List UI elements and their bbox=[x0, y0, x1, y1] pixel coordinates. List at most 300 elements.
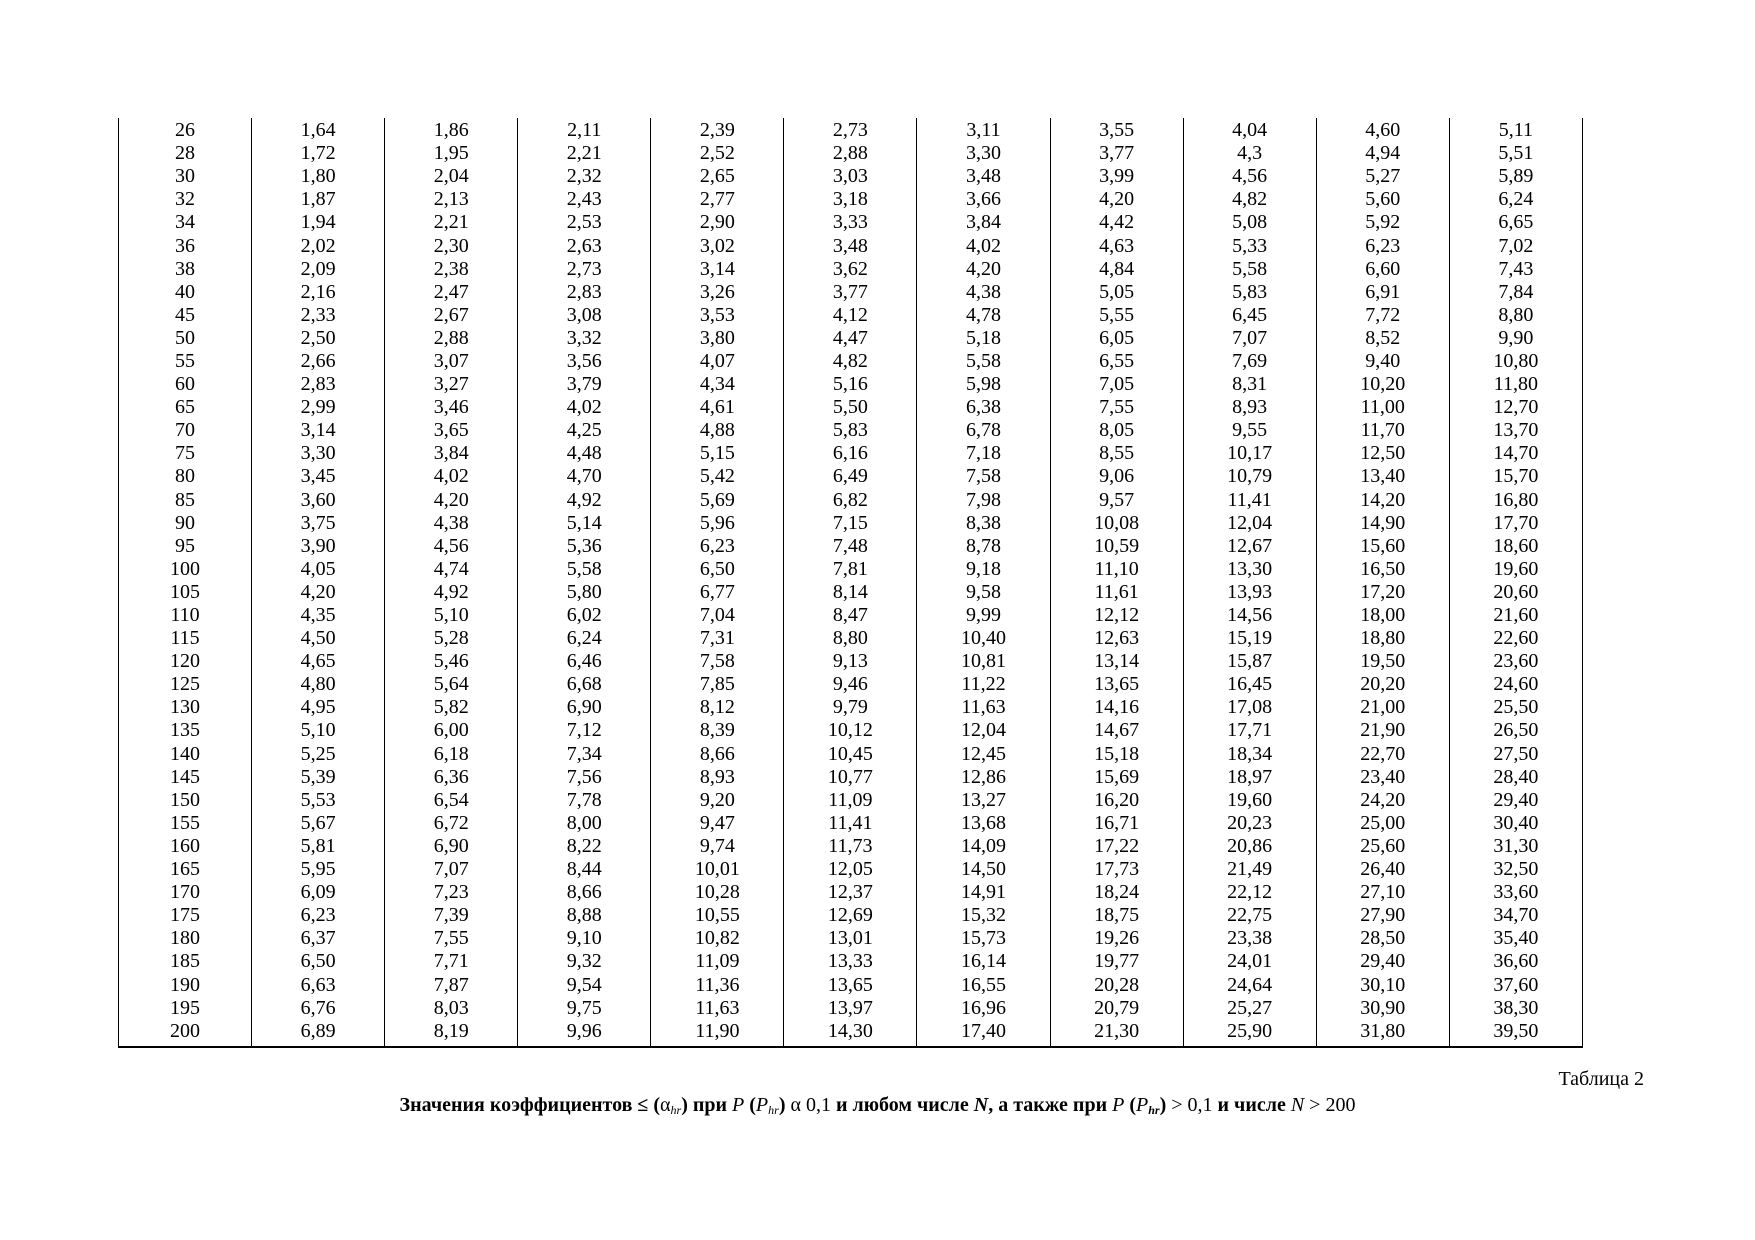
coefficient-cell: 39,50 bbox=[1449, 1020, 1582, 1047]
coefficient-cell: 35,40 bbox=[1449, 927, 1582, 950]
coefficient-cell: 3,32 bbox=[518, 327, 651, 350]
coefficient-cell: 5,25 bbox=[252, 743, 385, 766]
table-row bbox=[119, 1020, 1583, 1047]
coefficient-cell: 6,55 bbox=[1050, 350, 1183, 373]
row-number-cell: 165 bbox=[119, 858, 252, 881]
coefficient-cell: 4,82 bbox=[784, 350, 917, 373]
coefficient-cell: 4,34 bbox=[651, 373, 784, 396]
coefficient-cell: 16,20 bbox=[1050, 789, 1183, 812]
row-number-cell: 160 bbox=[119, 835, 252, 858]
table-row bbox=[119, 719, 1583, 742]
coefficient-cell: 5,89 bbox=[1449, 165, 1582, 188]
coefficient-cell: 6,89 bbox=[252, 1020, 385, 1047]
coefficient-cell: 12,70 bbox=[1449, 396, 1582, 419]
table-row bbox=[119, 997, 1583, 1020]
table-row bbox=[119, 558, 1583, 581]
coefficient-cell: 11,00 bbox=[1316, 396, 1449, 419]
coefficient-cell: 19,50 bbox=[1316, 650, 1449, 673]
table-row bbox=[119, 465, 1583, 488]
coefficient-cell: 13,33 bbox=[784, 950, 917, 973]
table-row bbox=[119, 812, 1583, 835]
coefficient-cell: 3,33 bbox=[784, 211, 917, 234]
coefficient-cell: 5,96 bbox=[651, 512, 784, 535]
coefficient-cell: 5,64 bbox=[385, 673, 518, 696]
coefficient-cell: 18,60 bbox=[1449, 535, 1582, 558]
coefficient-cell: 24,01 bbox=[1183, 950, 1316, 973]
table-row bbox=[119, 673, 1583, 696]
coefficient-cell: 18,80 bbox=[1316, 627, 1449, 650]
coefficient-cell: 25,90 bbox=[1183, 1020, 1316, 1047]
coefficient-cell: 5,58 bbox=[917, 350, 1050, 373]
caption-text: и любом числе bbox=[830, 1094, 974, 1116]
coefficient-cell: 9,47 bbox=[651, 812, 784, 835]
coefficient-cell: 15,60 bbox=[1316, 535, 1449, 558]
coefficient-cell: 3,03 bbox=[784, 165, 917, 188]
caption-variable: P bbox=[1112, 1094, 1125, 1116]
coefficient-cell: 13,27 bbox=[917, 789, 1050, 812]
coefficient-cell: 4,20 bbox=[917, 258, 1050, 281]
coefficient-cell: 13,65 bbox=[784, 973, 917, 996]
caption-variable: P bbox=[755, 1094, 769, 1116]
coefficient-cell: 29,40 bbox=[1316, 950, 1449, 973]
coefficient-cell: 6,65 bbox=[1449, 211, 1582, 234]
coefficient-cell: 12,63 bbox=[1050, 627, 1183, 650]
coefficient-cell: 3,60 bbox=[252, 489, 385, 512]
coefficient-cell: 4,3 bbox=[1183, 142, 1316, 165]
coefficient-cell: 6,24 bbox=[1449, 188, 1582, 211]
row-number-cell: 65 bbox=[119, 396, 252, 419]
coefficient-cell: 6,23 bbox=[1316, 234, 1449, 257]
coefficient-cell: 26,50 bbox=[1449, 719, 1582, 742]
coefficient-cell: 27,50 bbox=[1449, 743, 1582, 766]
coefficient-cell: 7,02 bbox=[1449, 234, 1582, 257]
coefficient-cell: 30,40 bbox=[1449, 812, 1582, 835]
coefficient-cell: 5,18 bbox=[917, 327, 1050, 350]
coefficient-cell: 4,82 bbox=[1183, 188, 1316, 211]
coefficient-cell: 14,30 bbox=[784, 1020, 917, 1047]
coefficient-cell: 4,78 bbox=[917, 304, 1050, 327]
coefficient-cell: 17,71 bbox=[1183, 719, 1316, 742]
coefficient-cell: 19,60 bbox=[1183, 789, 1316, 812]
table-row bbox=[119, 881, 1583, 904]
row-number-cell: 110 bbox=[119, 604, 252, 627]
coefficient-cell: 19,77 bbox=[1050, 950, 1183, 973]
coefficient-cell: 23,60 bbox=[1449, 650, 1582, 673]
coefficient-cell: 2,88 bbox=[385, 327, 518, 350]
coefficient-cell: 5,16 bbox=[784, 373, 917, 396]
coefficient-cell: 4,65 bbox=[252, 650, 385, 673]
coefficient-cell: 6,45 bbox=[1183, 304, 1316, 327]
row-number-cell: 28 bbox=[119, 142, 252, 165]
coefficient-cell: 4,02 bbox=[917, 234, 1050, 257]
coefficient-cell: 18,34 bbox=[1183, 743, 1316, 766]
coefficient-cell: 20,79 bbox=[1050, 997, 1183, 1020]
coefficient-cell: 8,55 bbox=[1050, 442, 1183, 465]
coefficient-cell: 25,50 bbox=[1449, 696, 1582, 719]
coefficient-cell: 5,53 bbox=[252, 789, 385, 812]
coefficient-cell: 7,78 bbox=[518, 789, 651, 812]
coefficient-cell: 5,28 bbox=[385, 627, 518, 650]
coefficient-cell: 21,60 bbox=[1449, 604, 1582, 627]
table-row bbox=[119, 188, 1583, 211]
table-row bbox=[119, 142, 1583, 165]
coefficient-cell: 11,80 bbox=[1449, 373, 1582, 396]
coefficient-cell: 5,60 bbox=[1316, 188, 1449, 211]
coefficient-cell: 6,63 bbox=[252, 973, 385, 996]
table-row bbox=[119, 489, 1583, 512]
coefficient-cell: 8,66 bbox=[651, 743, 784, 766]
coefficient-cell: 8,00 bbox=[518, 812, 651, 835]
coefficient-cell: 3,66 bbox=[917, 188, 1050, 211]
table-row bbox=[119, 327, 1583, 350]
coefficient-cell: 8,80 bbox=[784, 627, 917, 650]
coefficient-cell: 3,90 bbox=[252, 535, 385, 558]
row-number-cell: 40 bbox=[119, 281, 252, 304]
coefficient-cell: 2,32 bbox=[518, 165, 651, 188]
coefficient-cell: 24,64 bbox=[1183, 973, 1316, 996]
coefficient-cell: 4,38 bbox=[385, 512, 518, 535]
coefficient-cell: 27,10 bbox=[1316, 881, 1449, 904]
coefficient-cell: 18,24 bbox=[1050, 881, 1183, 904]
coefficient-cell: 4,02 bbox=[518, 396, 651, 419]
row-number-cell: 70 bbox=[119, 419, 252, 442]
coefficient-cell: 20,60 bbox=[1449, 581, 1582, 604]
row-number-cell: 60 bbox=[119, 373, 252, 396]
coefficient-cell: 2,83 bbox=[518, 281, 651, 304]
coefficient-cell: 9,06 bbox=[1050, 465, 1183, 488]
coefficient-cell: 10,82 bbox=[651, 927, 784, 950]
coefficient-cell: 5,92 bbox=[1316, 211, 1449, 234]
row-number-cell: 90 bbox=[119, 512, 252, 535]
coefficient-cell: 4,92 bbox=[385, 581, 518, 604]
caption-variable: N bbox=[1290, 1094, 1305, 1116]
caption-value: 0,1 bbox=[800, 1094, 831, 1116]
coefficient-cell: 6,23 bbox=[651, 535, 784, 558]
coefficient-cell: 9,40 bbox=[1316, 350, 1449, 373]
coefficient-cell: 4,20 bbox=[252, 581, 385, 604]
coefficient-cell: 17,70 bbox=[1449, 512, 1582, 535]
coefficient-cell: 16,50 bbox=[1316, 558, 1449, 581]
coefficient-cell: 16,55 bbox=[917, 973, 1050, 996]
row-number-cell: 140 bbox=[119, 743, 252, 766]
row-number-cell: 100 bbox=[119, 558, 252, 581]
coefficient-cell: 19,60 bbox=[1449, 558, 1582, 581]
row-number-cell: 85 bbox=[119, 489, 252, 512]
caption-variable: N bbox=[973, 1094, 989, 1116]
coefficient-cell: 11,09 bbox=[651, 950, 784, 973]
coefficient-cell: 7,04 bbox=[651, 604, 784, 627]
coefficient-cell: 1,95 bbox=[385, 142, 518, 165]
row-number-cell: 135 bbox=[119, 719, 252, 742]
coefficient-cell: 13,65 bbox=[1050, 673, 1183, 696]
coefficient-cell: 9,10 bbox=[518, 927, 651, 950]
coefficient-cell: 2,65 bbox=[651, 165, 784, 188]
coefficient-cell: 10,45 bbox=[784, 743, 917, 766]
table-row bbox=[119, 442, 1583, 465]
coefficient-cell: 28,40 bbox=[1449, 766, 1582, 789]
row-number-cell: 50 bbox=[119, 327, 252, 350]
coefficient-cell: 10,08 bbox=[1050, 512, 1183, 535]
coefficient-cell: 22,75 bbox=[1183, 904, 1316, 927]
coefficient-cell: 32,50 bbox=[1449, 858, 1582, 881]
coefficient-cell: 34,70 bbox=[1449, 904, 1582, 927]
coefficient-cell: 3,27 bbox=[385, 373, 518, 396]
coefficient-cell: 11,41 bbox=[784, 812, 917, 835]
coefficient-cell: 6,76 bbox=[252, 997, 385, 1020]
coefficient-cell: 8,05 bbox=[1050, 419, 1183, 442]
coefficient-cell: 3,26 bbox=[651, 281, 784, 304]
table-row bbox=[119, 650, 1583, 673]
coefficient-cell: 2,88 bbox=[784, 142, 917, 165]
coefficient-cell: 8,31 bbox=[1183, 373, 1316, 396]
coefficient-cell: 15,70 bbox=[1449, 465, 1582, 488]
coefficient-cell: 5,83 bbox=[784, 419, 917, 442]
coefficient-cell: 12,04 bbox=[1183, 512, 1316, 535]
coefficient-cell: 7,43 bbox=[1449, 258, 1582, 281]
coefficient-cell: 10,20 bbox=[1316, 373, 1449, 396]
table-row bbox=[119, 350, 1583, 373]
coefficient-cell: 6,90 bbox=[385, 835, 518, 858]
coefficient-cell: 15,69 bbox=[1050, 766, 1183, 789]
coefficient-cell: 5,39 bbox=[252, 766, 385, 789]
coefficient-cell: 3,62 bbox=[784, 258, 917, 281]
coefficient-cell: 2,43 bbox=[518, 188, 651, 211]
coefficient-cell: 5,80 bbox=[518, 581, 651, 604]
coefficient-cell: 22,12 bbox=[1183, 881, 1316, 904]
coefficient-cell: 10,55 bbox=[651, 904, 784, 927]
coefficient-cell: 21,90 bbox=[1316, 719, 1449, 742]
coefficient-cell: 14,50 bbox=[917, 858, 1050, 881]
coefficient-cell: 2,04 bbox=[385, 165, 518, 188]
coefficient-cell: 9,75 bbox=[518, 997, 651, 1020]
coefficient-cell: 18,00 bbox=[1316, 604, 1449, 627]
coefficient-cell: 11,70 bbox=[1316, 419, 1449, 442]
table-row bbox=[119, 419, 1583, 442]
coefficient-cell: 4,95 bbox=[252, 696, 385, 719]
coefficient-cell: 2,90 bbox=[651, 211, 784, 234]
coefficient-cell: 21,30 bbox=[1050, 1020, 1183, 1047]
table-row bbox=[119, 396, 1583, 419]
table-row bbox=[119, 604, 1583, 627]
coefficient-cell: 13,70 bbox=[1449, 419, 1582, 442]
coefficient-cell: 14,56 bbox=[1183, 604, 1316, 627]
coefficient-cell: 12,67 bbox=[1183, 535, 1316, 558]
coefficient-cell: 4,38 bbox=[917, 281, 1050, 304]
coefficient-cell: 7,23 bbox=[385, 881, 518, 904]
coefficient-cell: 20,28 bbox=[1050, 973, 1183, 996]
coefficient-cell: 2,38 bbox=[385, 258, 518, 281]
coefficient-cell: 3,08 bbox=[518, 304, 651, 327]
coefficient-cell: 12,12 bbox=[1050, 604, 1183, 627]
coefficient-cell: 15,32 bbox=[917, 904, 1050, 927]
coefficient-cell: 12,04 bbox=[917, 719, 1050, 742]
row-number-cell: 145 bbox=[119, 766, 252, 789]
coefficient-cell: 6,46 bbox=[518, 650, 651, 673]
coefficient-cell: 5,36 bbox=[518, 535, 651, 558]
row-number-cell: 26 bbox=[119, 118, 252, 142]
coefficient-cell: 8,44 bbox=[518, 858, 651, 881]
coefficient-cell: 5,10 bbox=[385, 604, 518, 627]
caption-text: и числе bbox=[1212, 1094, 1291, 1116]
coefficient-cell: 6,72 bbox=[385, 812, 518, 835]
coefficient-cell: 26,40 bbox=[1316, 858, 1449, 881]
coefficient-cell: 7,34 bbox=[518, 743, 651, 766]
coefficient-cell: 3,53 bbox=[651, 304, 784, 327]
coefficient-cell: 9,55 bbox=[1183, 419, 1316, 442]
coefficient-cell: 7,55 bbox=[385, 927, 518, 950]
coefficient-cell: 4,88 bbox=[651, 419, 784, 442]
coefficient-cell: 6,60 bbox=[1316, 258, 1449, 281]
row-number-cell: 32 bbox=[119, 188, 252, 211]
coefficient-cell: 8,22 bbox=[518, 835, 651, 858]
coefficient-cell: 8,52 bbox=[1316, 327, 1449, 350]
coefficient-cell: 5,46 bbox=[385, 650, 518, 673]
coefficient-cell: 4,42 bbox=[1050, 211, 1183, 234]
coefficient-cell: 22,70 bbox=[1316, 743, 1449, 766]
coefficient-cell: 7,58 bbox=[651, 650, 784, 673]
table-row bbox=[119, 373, 1583, 396]
coefficient-cell: 9,20 bbox=[651, 789, 784, 812]
coefficient-cell: 11,41 bbox=[1183, 489, 1316, 512]
row-number-cell: 170 bbox=[119, 881, 252, 904]
coefficient-cell: 7,85 bbox=[651, 673, 784, 696]
coefficient-cell: 2,63 bbox=[518, 234, 651, 257]
coefficient-cell: 3,56 bbox=[518, 350, 651, 373]
coefficient-cell: 3,14 bbox=[252, 419, 385, 442]
row-number-cell: 195 bbox=[119, 997, 252, 1020]
coefficient-cell: 5,14 bbox=[518, 512, 651, 535]
caption-text: ( bbox=[744, 1094, 756, 1116]
row-number-cell: 180 bbox=[119, 927, 252, 950]
coefficient-cell: 4,12 bbox=[784, 304, 917, 327]
coefficient-cell: 4,70 bbox=[518, 465, 651, 488]
table-row bbox=[119, 973, 1583, 996]
table-row bbox=[119, 234, 1583, 257]
coefficient-cell: 2,50 bbox=[252, 327, 385, 350]
coefficient-cell: 2,83 bbox=[252, 373, 385, 396]
coefficient-cell: 5,83 bbox=[1183, 281, 1316, 304]
coefficient-cell: 10,80 bbox=[1449, 350, 1582, 373]
coefficient-cell: 9,99 bbox=[917, 604, 1050, 627]
coefficient-cell: 9,74 bbox=[651, 835, 784, 858]
coefficient-cell: 6,00 bbox=[385, 719, 518, 742]
coefficient-cell: 25,27 bbox=[1183, 997, 1316, 1020]
table-row bbox=[119, 627, 1583, 650]
coefficient-cell: 7,05 bbox=[1050, 373, 1183, 396]
coefficient-cell: 2,66 bbox=[252, 350, 385, 373]
coefficient-cell: 6,36 bbox=[385, 766, 518, 789]
table-row bbox=[119, 927, 1583, 950]
coefficient-cell: 9,58 bbox=[917, 581, 1050, 604]
coefficient-cell: 3,02 bbox=[651, 234, 784, 257]
row-number-cell: 80 bbox=[119, 465, 252, 488]
coefficient-cell: 2,21 bbox=[385, 211, 518, 234]
coefficient-cell: 16,71 bbox=[1050, 812, 1183, 835]
coefficient-cell: 2,13 bbox=[385, 188, 518, 211]
table-row bbox=[119, 258, 1583, 281]
coefficient-cell: 25,60 bbox=[1316, 835, 1449, 858]
coefficient-cell: 7,72 bbox=[1316, 304, 1449, 327]
coefficient-cell: 4,04 bbox=[1183, 118, 1316, 142]
coefficient-cell: 13,93 bbox=[1183, 581, 1316, 604]
coefficient-cell: 10,01 bbox=[651, 858, 784, 881]
table-row bbox=[119, 743, 1583, 766]
coefficient-cell: 1,80 bbox=[252, 165, 385, 188]
coefficient-cell: 4,94 bbox=[1316, 142, 1449, 165]
coefficient-cell: 4,48 bbox=[518, 442, 651, 465]
coefficient-cell: 7,98 bbox=[917, 489, 1050, 512]
row-number-cell: 185 bbox=[119, 950, 252, 973]
coefficient-cell: 23,40 bbox=[1316, 766, 1449, 789]
coefficient-cell: 7,07 bbox=[1183, 327, 1316, 350]
coefficient-cell: 8,66 bbox=[518, 881, 651, 904]
coefficient-cell: 3,80 bbox=[651, 327, 784, 350]
coefficient-cell: 8,12 bbox=[651, 696, 784, 719]
coefficient-cell: 3,75 bbox=[252, 512, 385, 535]
coefficient-cell: 14,70 bbox=[1449, 442, 1582, 465]
coefficient-cell: 7,56 bbox=[518, 766, 651, 789]
coefficient-cell: 9,32 bbox=[518, 950, 651, 973]
caption-variable: P bbox=[732, 1094, 745, 1116]
row-number-cell: 38 bbox=[119, 258, 252, 281]
coefficient-cell: 7,71 bbox=[385, 950, 518, 973]
coefficient-cell: 37,60 bbox=[1449, 973, 1582, 996]
coefficient-cell: 12,50 bbox=[1316, 442, 1449, 465]
coefficient-cell: 5,58 bbox=[518, 558, 651, 581]
coefficient-cell: 9,57 bbox=[1050, 489, 1183, 512]
coefficient-cell: 7,55 bbox=[1050, 396, 1183, 419]
table-row bbox=[119, 581, 1583, 604]
coefficient-cell: 24,60 bbox=[1449, 673, 1582, 696]
coefficient-cell: 13,68 bbox=[917, 812, 1050, 835]
coefficient-cell: 1,72 bbox=[252, 142, 385, 165]
coefficient-cell: 17,08 bbox=[1183, 696, 1316, 719]
coefficient-cell: 3,65 bbox=[385, 419, 518, 442]
coefficient-cell: 2,16 bbox=[252, 281, 385, 304]
coefficient-cell: 5,58 bbox=[1183, 258, 1316, 281]
row-number-cell: 200 bbox=[119, 1020, 252, 1047]
coefficient-cell: 38,30 bbox=[1449, 997, 1582, 1020]
coefficient-cell: 6,37 bbox=[252, 927, 385, 950]
row-number-cell: 36 bbox=[119, 234, 252, 257]
coefficient-cell: 2,39 bbox=[651, 118, 784, 142]
caption-text: Значения коэффициентов ≤ ( bbox=[399, 1094, 661, 1116]
table-number-label: Таблица 2 bbox=[1558, 1068, 1644, 1090]
coefficient-cell: 7,39 bbox=[385, 904, 518, 927]
coefficient-cell: 10,28 bbox=[651, 881, 784, 904]
coefficient-cell: 10,12 bbox=[784, 719, 917, 742]
coefficient-cell: 3,55 bbox=[1050, 118, 1183, 142]
coefficient-cell: 10,17 bbox=[1183, 442, 1316, 465]
caption-subscript: hr bbox=[1148, 1103, 1160, 1117]
row-number-cell: 150 bbox=[119, 789, 252, 812]
coefficient-cell: 21,49 bbox=[1183, 858, 1316, 881]
coefficient-cell: 28,50 bbox=[1316, 927, 1449, 950]
coefficient-cell: 11,10 bbox=[1050, 558, 1183, 581]
coefficient-cell: 2,73 bbox=[784, 118, 917, 142]
coefficient-cell: 4,47 bbox=[784, 327, 917, 350]
coefficient-cell: 1,94 bbox=[252, 211, 385, 234]
caption-subscript: hr bbox=[670, 1103, 682, 1117]
coefficient-cell: 6,50 bbox=[651, 558, 784, 581]
coefficient-cell: 11,73 bbox=[784, 835, 917, 858]
coefficient-cell: 3,84 bbox=[385, 442, 518, 465]
coefficient-cell: 8,88 bbox=[518, 904, 651, 927]
table-caption bbox=[0, 1091, 1755, 1119]
coefficient-cell: 4,63 bbox=[1050, 234, 1183, 257]
coefficient-cell: 5,42 bbox=[651, 465, 784, 488]
table-row bbox=[119, 950, 1583, 973]
